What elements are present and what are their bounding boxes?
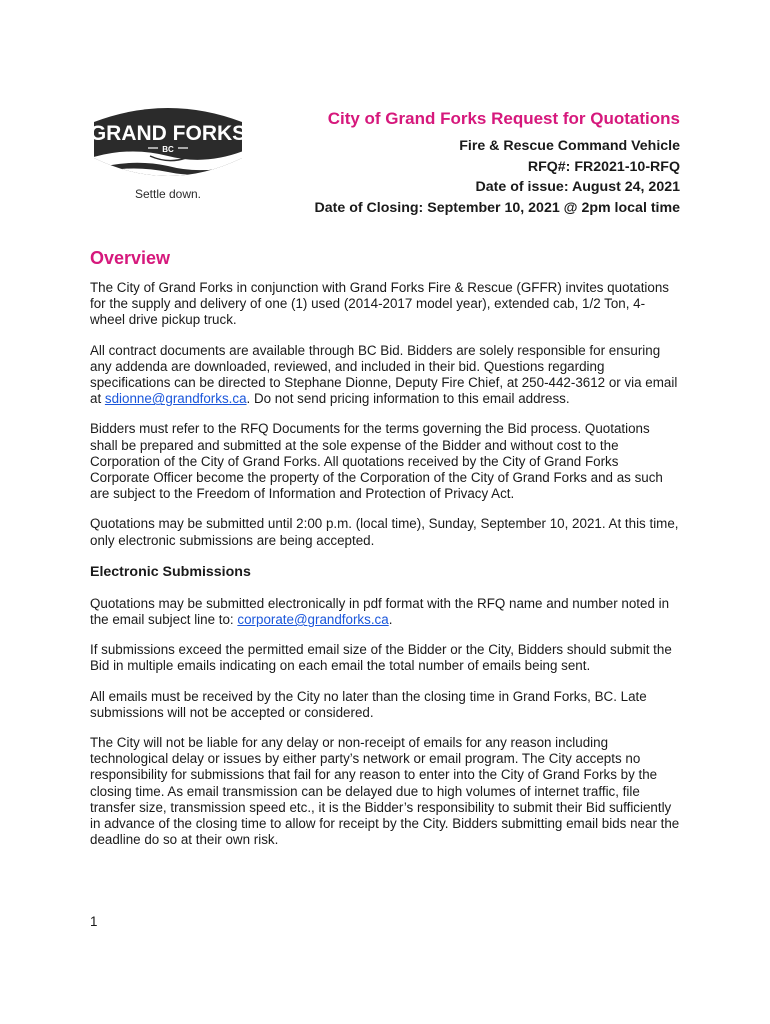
contact-email-link[interactable]: sdionne@grandforks.ca xyxy=(104,391,247,407)
page-number: 1 xyxy=(90,914,98,929)
document-title: City of Grand Forks Request for Quotations xyxy=(327,109,680,128)
overview-paragraph-2-text: All contract documents are available through BC Bid. Bidders are solely responsible for ensuring any addenda are downloaded, reviewed, and included in their bid. Questions regarding specifications can be directed to Stephane Dionne, Deputy Fire Chief, at 250-442-3612 or via email at xyxy=(90,342,678,407)
electronic-paragraph-1-tail: . xyxy=(388,612,393,628)
issue-date: Date of issue: August 24, 2021 xyxy=(475,179,680,195)
overview-paragraph-2-tail: . Do not send pricing information to this email address. xyxy=(246,391,570,407)
document-header xyxy=(315,108,680,218)
logo-region: BC xyxy=(162,145,174,154)
electronic-paragraph-2: If submissions exceed the permitted email size of the Bidder or the City, Bidders should submit the Bid in multiple emails indicating on each email the total number of emails being sent. xyxy=(90,642,672,674)
rfq-number: RFQ#: FR2021-10-RFQ xyxy=(527,158,680,175)
overview-paragraph-2 xyxy=(90,343,680,408)
logo-badge xyxy=(90,100,246,205)
overview-paragraph-3: Bidders must refer to the RFQ Documents for the terms governing the Bid process. Quotations shall be prepared and submitted at the sole expense of the Bidder and without cost to the Corporation of the City of Grand Forks. All quotations received by the City of Grand Forks Corporate Officer become the property of the Corporation of the City of Grand Forks and as such are subject to the Freedom of Information and Protection of Privacy Act. xyxy=(90,421,663,502)
overview-heading: Overview xyxy=(90,248,171,268)
document-body xyxy=(90,246,680,862)
closing-date: Date of Closing: September 10, 2021 @ 2pm local time xyxy=(314,199,680,216)
electronic-paragraph-1 xyxy=(90,596,680,628)
logo-name: GRAND FORKS xyxy=(90,122,246,145)
overview-paragraph-1: The City of Grand Forks in conjunction with Grand Forks Fire & Rescue (GFFR) invites quotations for the supply and delivery of one (1) used (2014-2017 model year), extended cab, 1/2 Ton, 4-wheel drive pickup truck. xyxy=(90,280,669,328)
grand-forks-logo xyxy=(90,100,246,205)
electronic-paragraph-3: All emails must be received by the City no later than the closing time in Grand Forks, BC. Late submissions will not be accepted or considered. xyxy=(90,688,647,720)
electronic-submissions-heading: Electronic Submissions xyxy=(90,563,251,580)
electronic-paragraph-1-text: Quotations may be submitted electronically in pdf format with the RFQ name and number noted in the email subject line to: xyxy=(90,595,670,628)
overview-paragraph-4: Quotations may be submitted until 2:00 p.m. (local time), Sunday, September 10, 2021. At this time, only electronic submissions are being accepted. xyxy=(90,516,679,548)
corporate-email-link[interactable]: corporate@grandforks.ca xyxy=(237,612,389,628)
logo-tagline: Settle down. xyxy=(134,187,202,201)
electronic-paragraph-4: The City will not be liable for any delay or non-receipt of emails for any reason including technological delay or issues by either party’s network or email program. The City accepts no responsibility for submissions that fail for any reason to enter into the City of Grand Forks by the closing time. As email transmission can be delayed due to high volumes of internet traffic, file transfer size, transmission speed etc., it is the Bidder’s responsibility to submit their Bid sufficiently in advance of the closing time to allow for receipt by the City. Bidders submitting email bids near the deadline do so at their own risk. xyxy=(90,735,680,848)
document-subtitle: Fire & Rescue Command Vehicle xyxy=(459,138,680,154)
